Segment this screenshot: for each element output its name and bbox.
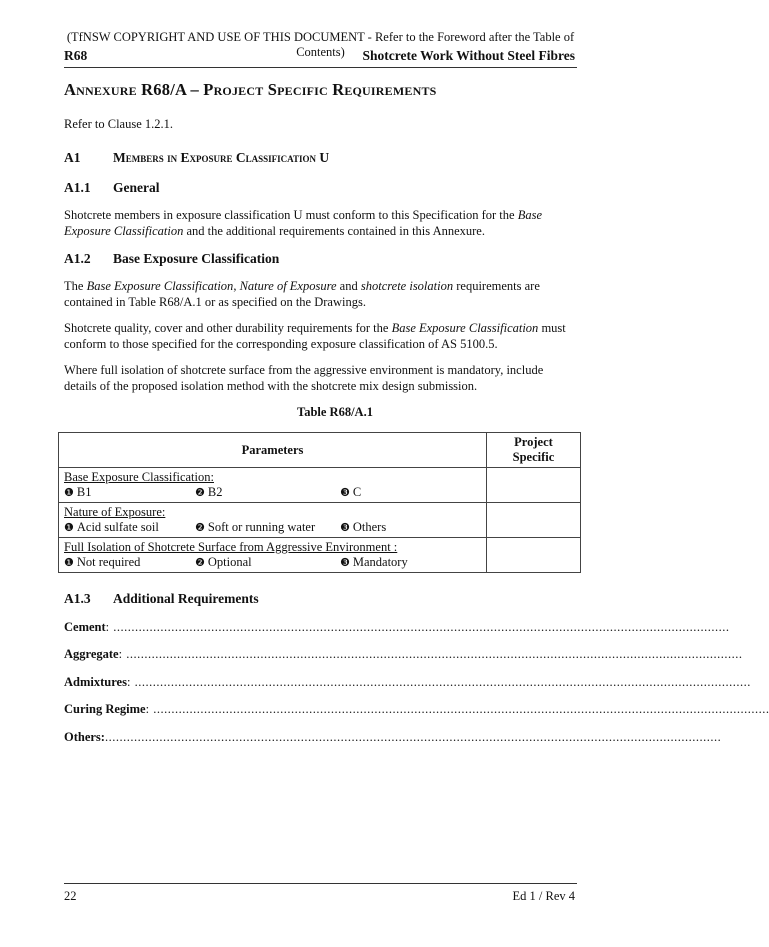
- page-number: 22: [64, 889, 77, 903]
- section-a1-3-number: A1.3: [64, 591, 91, 606]
- field-dotted-line[interactable]: : ..........................................................................................................................................................................: [118, 647, 743, 661]
- table-row: [59, 538, 581, 573]
- option-item: ❶ Acid sulfate soil: [64, 520, 159, 534]
- project-specific-cell[interactable]: [487, 503, 581, 538]
- section-a1-1-number: A1.1: [64, 180, 91, 195]
- parameters-column-header: Parameters: [59, 433, 487, 468]
- section-a1-2-number: A1.2: [64, 251, 91, 266]
- requirements-table: [58, 432, 581, 573]
- field-label: Aggregate: [64, 647, 119, 661]
- parameter-cell: [59, 468, 487, 503]
- circled-1-icon: ❶: [64, 486, 74, 499]
- circled-1-icon: ❶: [64, 521, 74, 534]
- spec-code: R68: [64, 48, 88, 63]
- exposure-paragraph-1: The Base Exposure Classification, Nature of Exposure and shotcrete isolation requirements are contained in Table R68/A.1 or as specified on the Drawings.: [64, 279, 540, 309]
- circled-2-icon: ❷: [195, 556, 205, 569]
- parameter-label: Nature of Exposure:: [64, 505, 166, 519]
- footer-rule: [64, 883, 577, 884]
- clause-reference: Refer to Clause 1.2.1.: [64, 117, 174, 131]
- table-title: Table R68/A.1: [297, 405, 373, 419]
- field-label: Curing Regime: [64, 702, 146, 716]
- aggregate-field[interactable]: [64, 647, 743, 662]
- option-item: ❸ C: [340, 485, 362, 499]
- general-paragraph: Shotcrete members in exposure classification U must conform to this Specification for the Base Exposure Classification and the additional requirements contained in this Annexure.: [64, 208, 543, 238]
- table-header-row: [59, 433, 581, 468]
- section-a1-1-title: General: [113, 180, 160, 195]
- field-dotted-line[interactable]: : ..........................................................................................................................................................................: [145, 702, 769, 716]
- section-a1-2-title: Base Exposure Classification: [113, 251, 280, 266]
- others-field[interactable]: [64, 730, 722, 745]
- circled-3-icon: ❸: [340, 556, 350, 569]
- circled-3-icon: ❸: [340, 521, 350, 534]
- option-list: [64, 520, 481, 535]
- spec-title: Shotcrete Work Without Steel Fibres: [362, 48, 575, 63]
- edition-revision: Ed 1 / Rev 4: [512, 889, 575, 903]
- parameter-cell: [59, 538, 487, 573]
- section-a1-heading: [64, 150, 329, 166]
- circled-1-icon: ❶: [64, 556, 74, 569]
- option-list: [64, 485, 481, 500]
- section-a1-1-heading: [64, 180, 160, 196]
- field-dotted-line[interactable]: : ..........................................................................................................................................................................: [105, 620, 730, 634]
- header-rule: [64, 67, 577, 68]
- option-item: ❷ Optional: [195, 555, 252, 569]
- project-specific-cell[interactable]: [487, 538, 581, 573]
- circled-3-icon: ❸: [340, 486, 350, 499]
- table-row: [59, 468, 581, 503]
- field-label: Cement: [64, 620, 106, 634]
- parameter-cell: [59, 503, 487, 538]
- option-item: ❸ Mandatory: [340, 555, 408, 569]
- annexure-title: Annexure R68/A – Project Specific Requirements: [64, 80, 437, 99]
- project-specific-cell[interactable]: [487, 468, 581, 503]
- field-label: Others:: [64, 730, 105, 744]
- option-item: ❶ Not required: [64, 555, 141, 569]
- section-a1-number: A1: [64, 150, 81, 165]
- curing-regime-field[interactable]: [64, 702, 769, 717]
- section-a1-3-title: Additional Requirements: [113, 591, 259, 606]
- field-dotted-line[interactable]: ..........................................................................................................................................................................: [104, 730, 722, 744]
- section-a1-3-heading: [64, 591, 259, 607]
- parameter-label: Full Isolation of Shotcrete Surface from Aggressive Environment :: [64, 540, 398, 554]
- option-item: ❸ Others: [340, 520, 387, 534]
- parameter-label: Base Exposure Classification:: [64, 470, 214, 484]
- option-item: ❷ B2: [195, 485, 223, 499]
- option-item: ❶ B1: [64, 485, 92, 499]
- project-specific-column-header: Project Specific: [487, 433, 581, 468]
- field-dotted-line[interactable]: : ..........................................................................................................................................................................: [126, 675, 751, 689]
- option-list: [64, 555, 481, 570]
- exposure-paragraph-2: Shotcrete quality, cover and other durability requirements for the Base Exposure Classification must conform to those specified for the corresponding exposure classification of AS 5100.5.: [64, 321, 566, 351]
- copyright-note: (TfNSW COPYRIGHT AND USE OF THIS DOCUMENT - Refer to the Foreword after the Table of Contents): [66, 30, 575, 59]
- admixtures-field[interactable]: [64, 675, 751, 690]
- exposure-paragraph-3: Where full isolation of shotcrete surface from the aggressive environment is mandatory, include details of the proposed isolation method with the shotcrete mix design submission.: [64, 363, 544, 393]
- table-row: [59, 503, 581, 538]
- option-item: ❷ Soft or running water: [195, 520, 316, 534]
- field-label: Admixtures: [64, 675, 127, 689]
- section-a1-title: Members in Exposure Classification U: [113, 150, 330, 165]
- section-a1-2-heading: [64, 251, 279, 267]
- circled-2-icon: ❷: [195, 486, 205, 499]
- cement-field[interactable]: [64, 620, 730, 635]
- circled-2-icon: ❷: [195, 521, 205, 534]
